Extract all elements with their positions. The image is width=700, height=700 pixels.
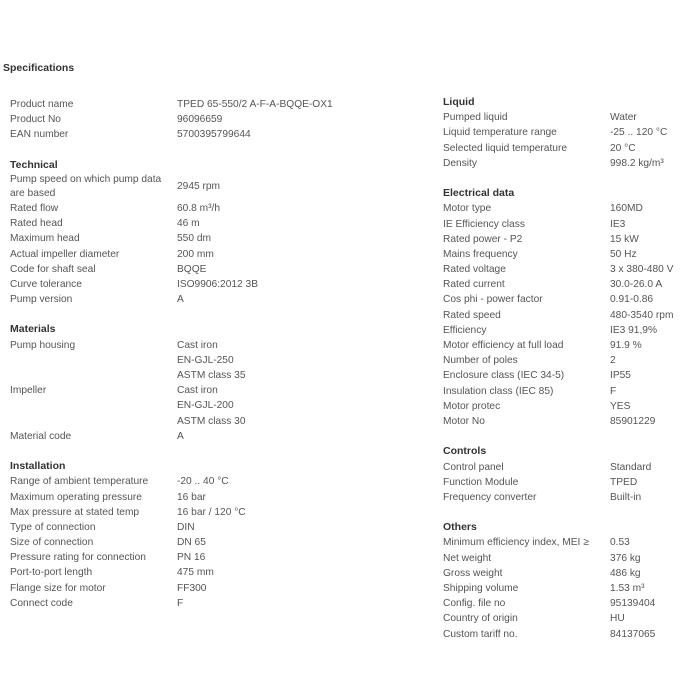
section-spacer bbox=[443, 171, 700, 186]
spec-row-motor-no bbox=[443, 414, 700, 429]
spec-label: EAN number bbox=[10, 129, 69, 141]
spec-value: 96096659 bbox=[177, 114, 223, 126]
spec-row-ean-number bbox=[10, 127, 430, 142]
spec-label: Enclosure class (IEC 34-5) bbox=[443, 370, 565, 382]
spec-label: Product name bbox=[10, 99, 74, 110]
spec-row-motor-protec bbox=[443, 399, 700, 414]
spec-value: EN-GJL-200 bbox=[177, 400, 234, 412]
spec-label: Connect code bbox=[10, 597, 73, 609]
spec-label: Size of connection bbox=[10, 537, 94, 549]
spec-label: Insulation class (IEC 85) bbox=[443, 385, 554, 397]
spec-value-list bbox=[177, 338, 246, 384]
spec-value: IP55 bbox=[610, 370, 631, 382]
spec-value: 20 °C bbox=[610, 142, 636, 154]
spec-label: Number of poles bbox=[443, 355, 518, 367]
spec-label: Pump version bbox=[10, 294, 73, 306]
spec-label: Motor No bbox=[443, 415, 485, 427]
spec-label: Rated speed bbox=[443, 309, 501, 321]
spec-value: ISO9906:2012 3B bbox=[177, 278, 258, 290]
spec-label: Motor efficiency at full load bbox=[443, 340, 564, 351]
spec-value: Standard bbox=[610, 461, 652, 473]
spec-label: Frequency converter bbox=[443, 491, 537, 503]
spec-row-config-file-no bbox=[443, 596, 700, 611]
spec-value: 5700395799644 bbox=[177, 129, 251, 141]
spec-label: Actual impeller diameter bbox=[10, 248, 120, 260]
spec-value: HU bbox=[610, 613, 625, 625]
spec-row-maximum-operating-pressure bbox=[10, 490, 430, 505]
spec-value: 486 kg bbox=[610, 567, 641, 579]
spec-label: Rated head bbox=[10, 218, 63, 230]
spec-value: -25 .. 120 °C bbox=[610, 127, 668, 139]
spec-label: Rated voltage bbox=[443, 264, 506, 276]
spec-label: Selected liquid temperature bbox=[443, 142, 568, 154]
spec-value: ASTM class 30 bbox=[177, 415, 246, 427]
spec-value: EN-GJL-250 bbox=[177, 354, 234, 366]
section-spacer bbox=[10, 143, 430, 158]
spec-row-enclosure-class-iec-34-5 bbox=[443, 368, 700, 383]
spec-label: Motor protec bbox=[443, 400, 501, 412]
spec-row-rated-current bbox=[443, 277, 700, 292]
spec-row-rated-speed bbox=[443, 308, 700, 323]
spec-value: 50 Hz bbox=[610, 248, 637, 260]
spec-value: 91.9 % bbox=[610, 340, 642, 351]
spec-value: Cast iron bbox=[177, 339, 218, 351]
spec-value: 95139404 bbox=[610, 598, 656, 610]
section-spacer bbox=[443, 505, 700, 520]
spec-label: Country of origin bbox=[443, 613, 518, 625]
spec-value: 160MD bbox=[610, 203, 643, 215]
spec-row-rated-flow bbox=[10, 201, 430, 216]
spec-row-impeller bbox=[10, 383, 430, 429]
spec-value: 2945 rpm bbox=[177, 180, 221, 192]
spec-value: IE3 91,9% bbox=[610, 324, 658, 336]
spec-label: Maximum operating pressure bbox=[10, 491, 142, 503]
spec-row-custom-tariff-no bbox=[443, 627, 700, 642]
spec-label: Config. file no bbox=[443, 598, 506, 610]
spec-row-pumped-liquid bbox=[443, 110, 700, 125]
spec-row-maximum-head bbox=[10, 231, 430, 246]
right-column bbox=[443, 95, 700, 642]
spec-value: A bbox=[177, 294, 184, 306]
spec-row-pump-speed-on-which-pump-data-are-based bbox=[10, 173, 430, 201]
spec-row-selected-liquid-temperature bbox=[443, 141, 700, 156]
spec-label: Flange size for motor bbox=[10, 582, 106, 594]
spec-value: 1.53 m³ bbox=[610, 583, 645, 594]
spec-label: Motor type bbox=[443, 203, 492, 215]
spec-label: Shipping volume bbox=[443, 583, 519, 594]
spec-label: Rated current bbox=[443, 279, 505, 291]
section-title-liquid: Liquid bbox=[443, 96, 475, 108]
spec-row-max-pressure-at-stated-temp bbox=[10, 505, 430, 520]
spec-row-rated-voltage bbox=[443, 262, 700, 277]
spec-row-ie-efficiency-class bbox=[443, 217, 700, 232]
spec-value: TPED 65-550/2 A-F-A-BQQE-OX1 bbox=[177, 99, 333, 110]
section-spacer bbox=[443, 429, 700, 444]
spec-value: PN 16 bbox=[177, 552, 206, 564]
spec-row-frequency-converter bbox=[443, 490, 700, 505]
left-column bbox=[10, 97, 430, 611]
spec-label: Gross weight bbox=[443, 567, 503, 579]
spec-value: F bbox=[610, 385, 617, 397]
spec-label: Custom tariff no. bbox=[443, 628, 518, 640]
section-title-installation: Installation bbox=[10, 460, 66, 473]
spec-label: Max pressure at stated temp bbox=[10, 506, 140, 518]
spec-row-port-to-port-length bbox=[10, 565, 430, 580]
spec-label: Liquid temperature range bbox=[443, 127, 557, 139]
spec-row-insulation-class-iec-85 bbox=[443, 384, 700, 399]
spec-value: 16 bar / 120 °C bbox=[177, 506, 246, 518]
spec-label: Efficiency bbox=[443, 324, 487, 336]
section-title-controls: Controls bbox=[443, 445, 487, 458]
spec-label: Rated flow bbox=[10, 202, 59, 214]
section-spacer bbox=[10, 307, 430, 322]
spec-value-list bbox=[177, 383, 246, 429]
spec-value: 16 bar bbox=[177, 491, 206, 503]
spec-label: Pumped liquid bbox=[443, 112, 508, 124]
spec-value: 84137065 bbox=[610, 628, 656, 640]
spec-row-density bbox=[443, 156, 700, 171]
spec-value: 200 mm bbox=[177, 248, 214, 260]
spec-row-number-of-poles bbox=[443, 353, 700, 368]
spec-row-material-code bbox=[10, 429, 430, 444]
spec-value: Built-in bbox=[610, 491, 642, 503]
spec-label: Range of ambient temperature bbox=[10, 476, 149, 488]
spec-value: 0.53 bbox=[610, 537, 630, 549]
section-title-technical: Technical bbox=[10, 158, 58, 171]
spec-row-flange-size-for-motor bbox=[10, 581, 430, 596]
spec-label: Type of connection bbox=[10, 521, 96, 533]
spec-label: Pump speed on which pump data are based bbox=[10, 173, 162, 199]
spec-row-mains-frequency bbox=[443, 247, 700, 262]
spec-row-minimum-efficiency-index-mei bbox=[443, 535, 700, 550]
spec-row-product-no bbox=[10, 112, 430, 127]
spec-value: Cast iron bbox=[177, 385, 218, 397]
spec-label: Mains frequency bbox=[443, 248, 518, 260]
spec-label: Density bbox=[443, 157, 477, 169]
section-title-electrical-data: Electrical data bbox=[443, 187, 515, 200]
spec-value: 60.8 m³/h bbox=[177, 202, 221, 214]
spec-value: 15 kW bbox=[610, 233, 639, 245]
spec-label: Product No bbox=[10, 114, 61, 126]
spec-label: Curve tolerance bbox=[10, 278, 82, 290]
spec-row-connect-code bbox=[10, 596, 430, 611]
spec-value: A bbox=[177, 430, 184, 442]
spec-row-gross-weight bbox=[443, 566, 700, 581]
spec-row-shipping-volume bbox=[443, 581, 700, 596]
spec-row-liquid-temperature-range bbox=[443, 125, 700, 140]
spec-row-motor-efficiency-at-full-load bbox=[443, 338, 700, 353]
spec-value: TPED bbox=[610, 476, 638, 488]
spec-value: 2 bbox=[610, 355, 616, 367]
spec-value: 550 dm bbox=[177, 233, 211, 245]
spec-row-actual-impeller-diameter bbox=[10, 247, 430, 262]
page-title: Specifications bbox=[3, 62, 75, 74]
spec-label: Impeller bbox=[10, 385, 47, 397]
spec-row-range-of-ambient-temperature bbox=[10, 474, 430, 489]
spec-value: BQQE bbox=[177, 263, 207, 275]
spec-value: 376 kg bbox=[610, 552, 641, 564]
spec-row-code-for-shaft-seal bbox=[10, 262, 430, 277]
spec-value: DIN bbox=[177, 521, 195, 533]
section-title-others: Others bbox=[443, 521, 477, 534]
spec-label: Net weight bbox=[443, 552, 492, 564]
spec-value: 30.0-26.0 A bbox=[610, 279, 663, 291]
spec-row-size-of-connection bbox=[10, 535, 430, 550]
spec-row-curve-tolerance bbox=[10, 277, 430, 292]
spec-label: Pump housing bbox=[10, 339, 76, 351]
spec-row-country-of-origin bbox=[443, 611, 700, 626]
spec-label: Cos phi - power factor bbox=[443, 294, 543, 306]
spec-row-motor-type bbox=[443, 201, 700, 216]
spec-label: Minimum efficiency index, MEI ≥ bbox=[443, 537, 589, 549]
spec-row-pump-version bbox=[10, 292, 430, 307]
spec-label: Function Module bbox=[443, 476, 519, 488]
section-spacer bbox=[10, 444, 430, 459]
spec-row-net-weight bbox=[443, 551, 700, 566]
spec-value: ASTM class 35 bbox=[177, 370, 246, 381]
spec-value: F bbox=[177, 597, 184, 609]
spec-value: FF300 bbox=[177, 582, 207, 594]
spec-label: Control panel bbox=[443, 461, 504, 473]
spec-value: 480-3540 rpm bbox=[610, 309, 674, 321]
spec-value: -20 .. 40 °C bbox=[177, 476, 229, 488]
spec-value: DN 65 bbox=[177, 537, 206, 549]
spec-row-efficiency bbox=[443, 323, 700, 338]
section-title-materials: Materials bbox=[10, 323, 56, 336]
spec-label: Maximum head bbox=[10, 233, 80, 245]
spec-value: 475 mm bbox=[177, 567, 214, 579]
spec-value-link[interactable]: 85901229 bbox=[610, 415, 656, 427]
spec-value: 998.2 kg/m³ bbox=[610, 157, 664, 169]
spec-row-control-panel bbox=[443, 460, 700, 475]
spec-value: 3 x 380-480 V bbox=[610, 264, 674, 276]
spec-row-pump-housing bbox=[10, 338, 430, 384]
spec-row-rated-power-p2 bbox=[443, 232, 700, 247]
spec-value: YES bbox=[610, 400, 631, 412]
spec-value: IE3 bbox=[610, 218, 626, 230]
spec-label: Port-to-port length bbox=[10, 567, 93, 579]
spec-label: Rated power - P2 bbox=[443, 233, 523, 245]
spec-row-product-name bbox=[10, 97, 430, 112]
spec-value: Water bbox=[610, 112, 637, 124]
spec-row-rated-head bbox=[10, 216, 430, 231]
spec-value: 46 m bbox=[177, 218, 200, 230]
spec-row-type-of-connection bbox=[10, 520, 430, 535]
spec-row-pressure-rating-for-connection bbox=[10, 550, 430, 565]
spec-label: Material code bbox=[10, 430, 72, 442]
spec-label: Code for shaft seal bbox=[10, 263, 96, 275]
spec-label: IE Efficiency class bbox=[443, 218, 525, 230]
spec-row-function-module bbox=[443, 475, 700, 490]
spec-row-cos-phi-power-factor bbox=[443, 292, 700, 307]
spec-value: 0.91-0.86 bbox=[610, 294, 654, 306]
spec-label: Pressure rating for connection bbox=[10, 552, 146, 564]
